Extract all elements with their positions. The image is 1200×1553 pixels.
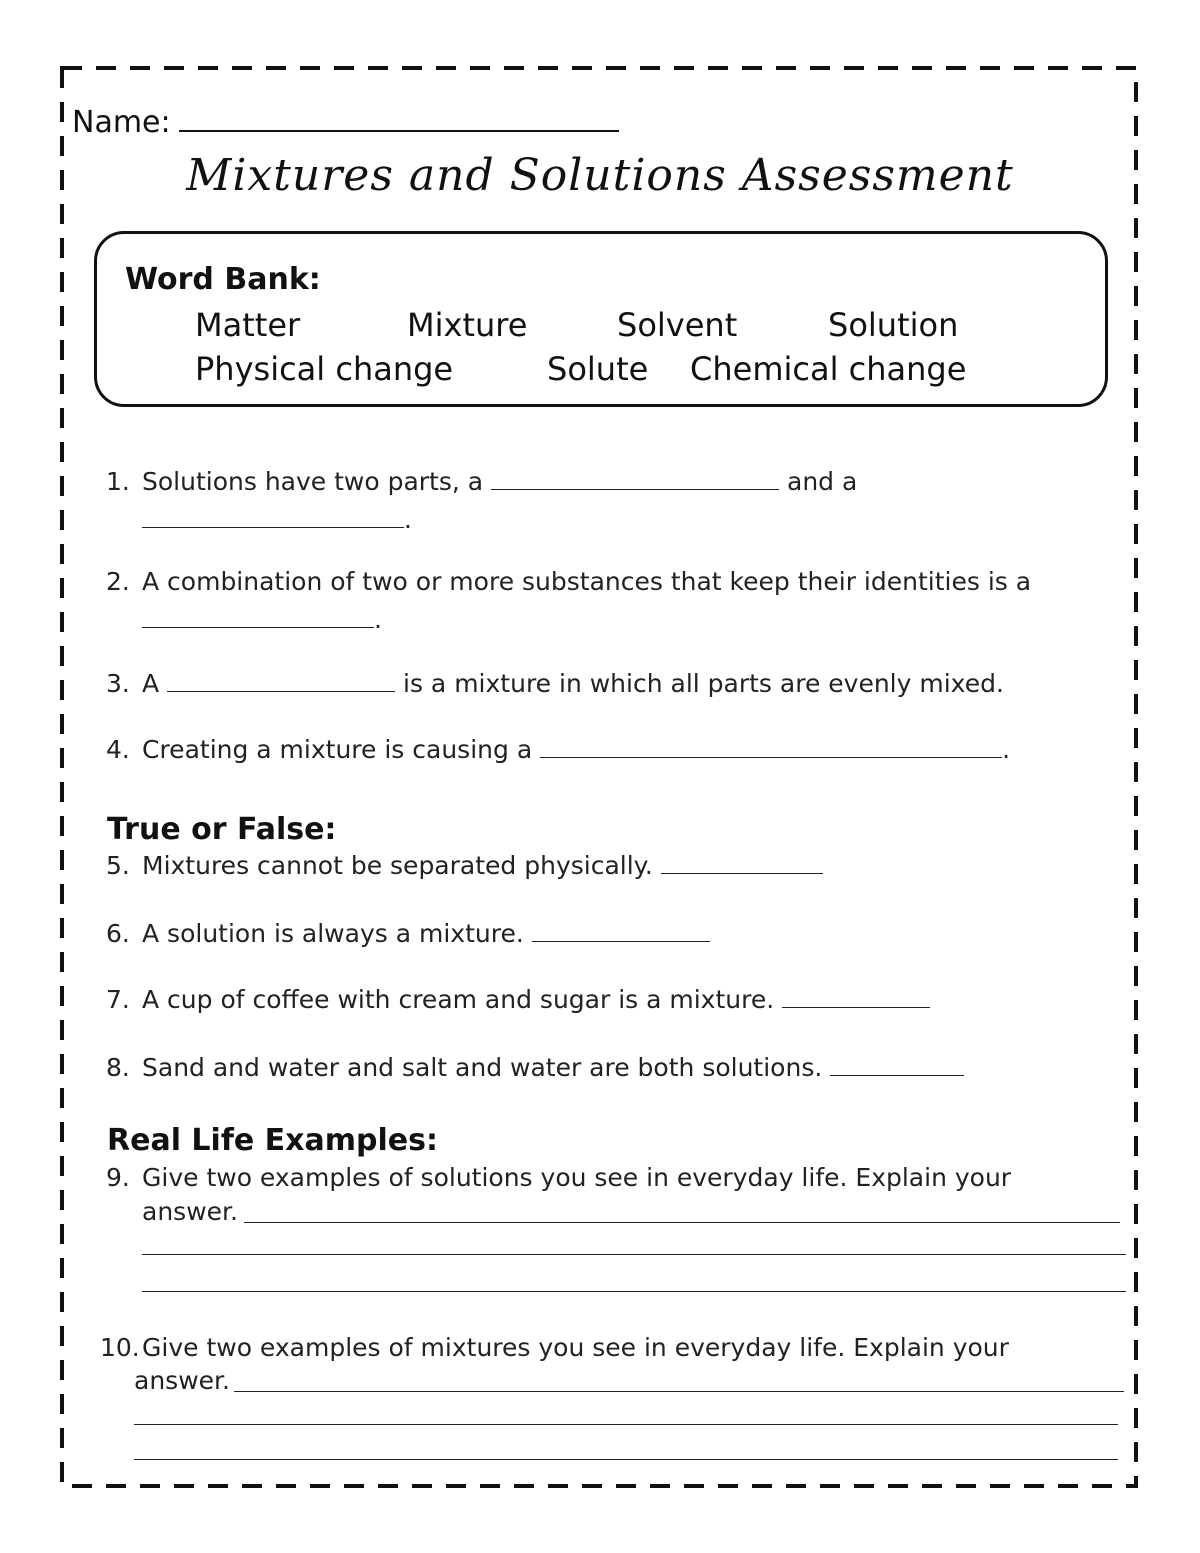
- word-bank-item: Solution: [828, 306, 959, 344]
- question-text: Give two examples of solutions you see in everyday life. Explain your: [142, 1163, 1012, 1192]
- answer-line[interactable]: [234, 1391, 1124, 1392]
- question-9-answer-start: [142, 1197, 238, 1226]
- real-life-heading: Real Life Examples:: [107, 1123, 438, 1158]
- question-number: 1.: [106, 467, 130, 496]
- question-text: .: [404, 505, 412, 534]
- word-bank-title: Word Bank:: [125, 262, 321, 297]
- question-text: Creating a mixture is causing a: [142, 735, 533, 764]
- question-text: .: [1002, 735, 1011, 764]
- question-number: 2.: [106, 567, 130, 596]
- question-number: 10.: [100, 1333, 140, 1362]
- word-bank-item: Matter: [195, 306, 301, 344]
- word-bank-item: Physical change: [195, 350, 454, 388]
- question-number: 5.: [106, 851, 130, 880]
- answer-blank[interactable]: [491, 469, 779, 490]
- answer-line[interactable]: [142, 1291, 1126, 1292]
- question-number: 8.: [106, 1053, 130, 1082]
- answer-line[interactable]: [244, 1222, 1120, 1223]
- question-1-continued: [142, 505, 412, 534]
- name-label: Name:: [72, 105, 171, 140]
- question-text: Mixtures cannot be separated physically.: [142, 851, 653, 880]
- word-bank-item: Solute: [547, 350, 649, 388]
- question-text: Sand and water and salt and water are both solutions.: [142, 1053, 823, 1082]
- question-2-continued: [142, 605, 382, 634]
- question-text: answer.: [134, 1366, 230, 1395]
- word-bank-item: Solvent: [617, 306, 738, 344]
- question-number: 4.: [106, 735, 130, 764]
- question-text: A: [142, 669, 160, 698]
- answer-blank[interactable]: [142, 607, 374, 628]
- question-number: 3.: [106, 669, 130, 698]
- answer-blank[interactable]: [782, 987, 930, 1008]
- question-text: A combination of two or more substances that keep their identities is a: [142, 567, 1032, 596]
- answer-blank[interactable]: [540, 737, 1002, 758]
- question-text: Give two examples of mixtures you see in everyday life. Explain your: [142, 1333, 1009, 1362]
- answer-line[interactable]: [142, 1254, 1126, 1255]
- question-text: answer.: [142, 1197, 238, 1226]
- question-number: 9.: [106, 1163, 130, 1192]
- answer-blank[interactable]: [167, 671, 395, 692]
- question-text: and a: [787, 467, 858, 496]
- true-false-heading: True or False:: [107, 812, 337, 847]
- question-number: 6.: [106, 919, 130, 948]
- question-text: A cup of coffee with cream and sugar is a mixture.: [142, 985, 775, 1014]
- word-bank-item: Mixture: [407, 306, 528, 344]
- word-bank-box: [94, 231, 1108, 407]
- answer-blank[interactable]: [661, 853, 823, 874]
- question-number: 7.: [106, 985, 130, 1014]
- question-10-answer-start: [134, 1366, 230, 1395]
- name-field[interactable]: [72, 104, 619, 141]
- answer-blank[interactable]: [830, 1055, 964, 1076]
- answer-line[interactable]: [134, 1424, 1118, 1425]
- question-text: A solution is always a mixture.: [142, 919, 524, 948]
- answer-line[interactable]: [134, 1459, 1118, 1460]
- word-bank-item: Chemical change: [690, 350, 967, 388]
- question-text: .: [374, 605, 382, 634]
- answer-blank[interactable]: [532, 921, 710, 942]
- page-title: Mixtures and Solutions Assessment: [186, 150, 1014, 201]
- question-text: Solutions have two parts, a: [142, 467, 484, 496]
- question-text: is a mixture in which all parts are evenly mixed.: [403, 669, 1004, 698]
- name-blank[interactable]: [179, 104, 619, 132]
- answer-blank[interactable]: [142, 507, 404, 528]
